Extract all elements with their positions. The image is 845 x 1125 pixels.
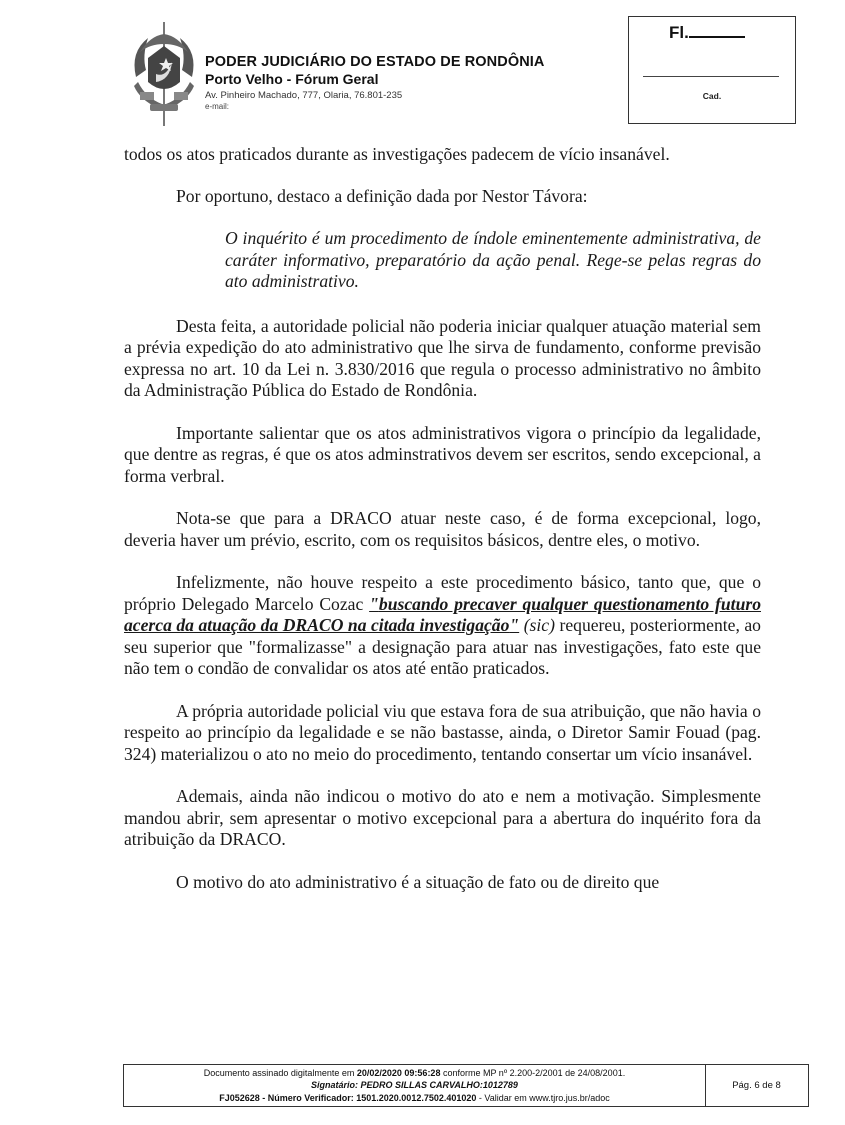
court-address: Av. Pinheiro Machado, 777, Olaria, 76.801-235 [205, 90, 403, 101]
page-number: Pág. 6 de 8 [732, 1080, 781, 1091]
paragraph: Por oportuno, destaco a definição dada por Nestor Távora: [176, 185, 588, 206]
folio-blank-line [689, 21, 745, 38]
paragraph-text: requereu, posteriormente, ao seu superior que "formalizasse" a designação para atuar nas investigações, fato este que não tem o condão de convalidar os atos até então praticados. [124, 615, 761, 678]
sic-marker: (sic) [523, 615, 555, 635]
block-quote: O inquérito é um procedimento de índole eminentemente administrativa, de caráter informativo, preparatório da ação penal. Rege-se pelas regras do ato administrativo. [225, 228, 761, 291]
verifier-number: FJ052628 - Número Verificador: 1501.2020.0012.7502.401020 [219, 1092, 477, 1103]
paragraph: todos os atos praticados durante as investigações padecem de vício insanável. [124, 144, 670, 164]
cad-signature-line [643, 76, 779, 77]
signature-footer [123, 1064, 809, 1107]
verifier-line [124, 1092, 705, 1104]
paragraph: Ademais, ainda não indicou o motivo do ato e nem a motivação. Simplesmente mandou abrir, sem apresentar o motivo excepcional para a abertura do inquérito fora da atribuição da DRACO. [124, 786, 761, 849]
org-name: PODER JUDICIÁRIO DO ESTADO DE RONDÔNIA [205, 54, 545, 70]
paragraph: Nota-se que para a DRACO atuar neste caso, é de forma excepcional, logo, deveria haver um prévio, escrito, com os requisitos básicos, dentre eles, o motivo. [124, 508, 761, 550]
validate-link[interactable]: - Validar em www.tjro.jus.br/adoc [476, 1092, 610, 1103]
paragraph: A própria autoridade policial viu que estava fora de sua atribuição, que não havia o respeito ao princípio da legalidade e se não bastasse, ainda, o Diretor Samir Fouad (pag. 324) materializou o ato no meio do procedimento, tentando consertar um vício insanável. [124, 700, 761, 764]
folio-stamp-box [628, 16, 796, 124]
coat-of-arms-icon [126, 22, 202, 128]
document-header [0, 0, 845, 135]
folio-label-text: Fl. [669, 23, 689, 42]
signed-line [124, 1067, 705, 1079]
court-unit: Porto Velho - Fórum Geral [205, 71, 379, 87]
digital-signature-info [124, 1065, 706, 1106]
quote-mark: " [369, 593, 379, 614]
document-body [124, 138, 761, 893]
paragraph: Importante salientar que os atos administrativos vigora o princípio da legalidade, que dentre as regras, é que os atos adminstrativos devem ser escritos, sendo excepcional, a forma verbral. [124, 422, 761, 486]
signed-prefix: Documento assinado digitalmente em [203, 1068, 357, 1078]
paragraph-text: Infelizmente, não houve respeito a este procedimento básico, tanto que, que o próprio Delegado Marcelo Cozac [124, 572, 761, 614]
paragraph: O motivo do ato administrativo é a situação de fato ou de direito que [176, 871, 660, 892]
signed-suffix: conforme MP nº 2.200-2/2001 de 24/08/2001. [440, 1068, 626, 1078]
cad-label: Cad. [702, 91, 722, 101]
emphasized-quote: buscando precaver qualquer questionamento futuro acerca da atuação da DRACO na citada investigação [124, 593, 761, 635]
quote-mark: " [509, 615, 520, 635]
signatory: Signatário: PEDRO SILLAS CARVALHO:1012789 [311, 1080, 518, 1091]
paragraph [124, 572, 761, 680]
email-label: e-mail: [205, 102, 230, 111]
paragraph: Desta feita, a autoridade policial não poderia iniciar qualquer atuação material sem a prévia expedição do ato administrativo que lhe sirva de fundamento, conforme previsão expressa no art. 10 da Lei n. 3.830/2016 que regula o processo administrativo no âmbito da Administração Pública do Estado de Rondônia. [124, 315, 761, 400]
signed-datetime: 20/02/2020 09:56:28 [356, 1068, 441, 1078]
folio-label [669, 21, 745, 43]
org-block [205, 53, 544, 112]
